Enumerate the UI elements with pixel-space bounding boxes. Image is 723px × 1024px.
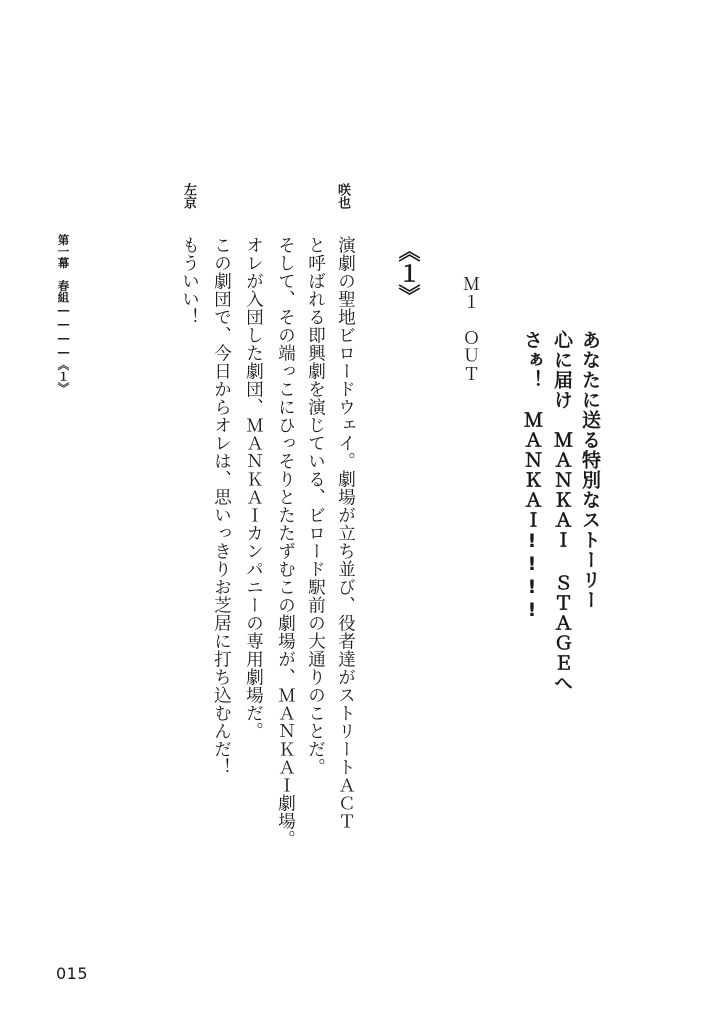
dialogue-line-5: この劇団で、今日からオレは、思いっきりお芝居に打ち込むんだ！: [211, 236, 232, 776]
page-number: 015: [56, 964, 89, 983]
dialogue-line-2: と呼ばれる即興劇を演じている、ビロード駅前の大通りのことだ。: [305, 236, 326, 776]
dialogue-line-6: もういい！: [179, 236, 200, 326]
dialogue-line-4: オレが入団した劇団、ＭＡＮＫＡＩカンパニーの専用劇場だ。: [243, 236, 264, 740]
speaker-sakuya: 咲也: [335, 183, 350, 209]
speaker-sakyo: 左京: [181, 183, 196, 209]
title-line-1: あなたに送る特別なストーリー: [579, 330, 601, 610]
dialogue-line-3: そして、その端っこにひっそりとたたずむこの劇場が、ＭＡＮＫＡＩ劇場。: [275, 236, 296, 848]
running-header: 第一幕 春組――――《１》: [56, 234, 71, 394]
music-cue: Ｍ１ ＯＵＴ: [459, 275, 479, 383]
scene-number: 《１》: [395, 240, 420, 306]
title-line-3: さぁ！ ＭＡＮＫＡＩ!!!!: [521, 330, 543, 622]
dialogue-line-1: 演劇の聖地ビロードウェイ。劇場が立ち並び、役者達がストリートＡＣＴ: [335, 236, 356, 830]
title-line-2: 心に届け ＭＡＮＫＡＩ ＳＴＡＧＥへ: [551, 330, 573, 693]
